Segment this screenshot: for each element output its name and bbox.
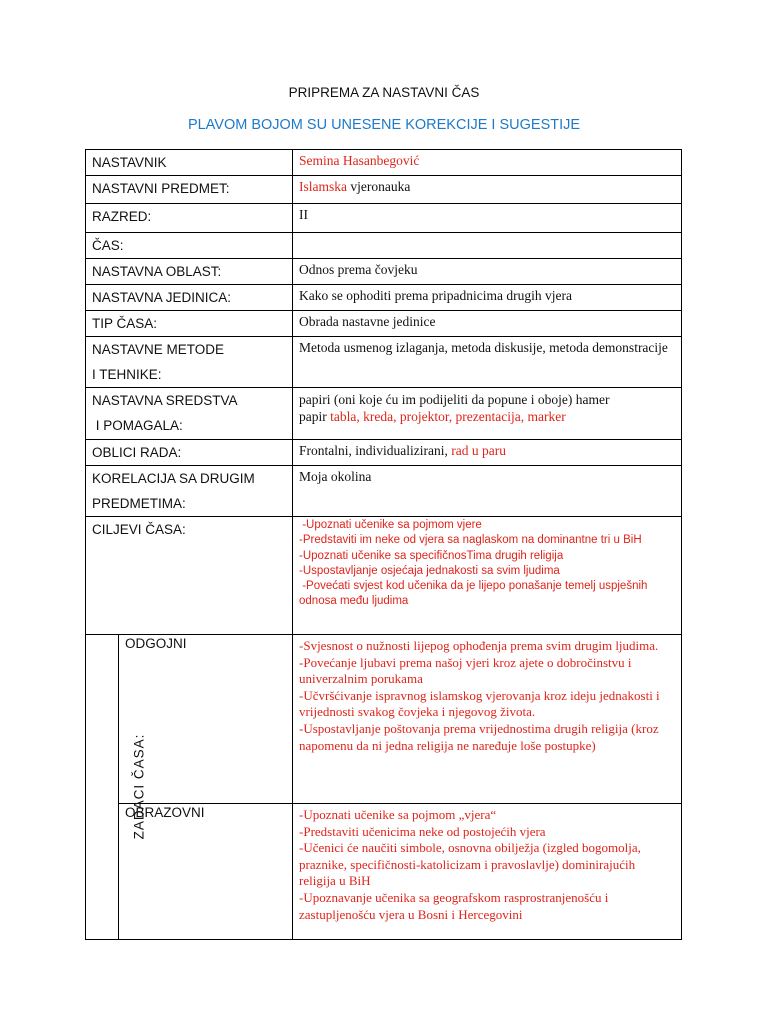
- row-label-predmet: NASTAVNI PREDMET:: [86, 176, 293, 204]
- row-label-jedinica: NASTAVNA JEDINICA:: [86, 285, 293, 311]
- table-row: [86, 440, 682, 466]
- ciljevi-item: -Upoznati učenike sa pojmom vjere: [299, 519, 482, 531]
- row-value-jedinica: Kako se ophoditi prema pripadnicima drugih vjera: [293, 285, 682, 311]
- sredstva-label-2: I POMAGALA:: [92, 418, 183, 433]
- predmet-rest: vjeronauka: [347, 179, 411, 194]
- row-value-ciljevi: [293, 517, 682, 635]
- row-value-nastavnik: Semina Hasanbegović: [293, 150, 682, 176]
- table-row: [86, 150, 682, 176]
- ciljevi-item: -Uspostavljanje osjećaja jednakosti sa svim ljudima: [299, 564, 560, 577]
- sredstva-value-red: tabla, kreda, projektor, prezentacija, marker: [330, 409, 566, 424]
- page-title: PRIPREMA ZA NASTAVNI ČAS: [288, 85, 480, 100]
- obrazovni-item: -Upoznati učenike sa pojmom „vjera“: [299, 807, 497, 822]
- row-label-razred: RAZRED:: [86, 204, 293, 233]
- table-row: [86, 466, 682, 517]
- row-label-oblast: NASTAVNA OBLAST:: [86, 259, 293, 285]
- odgojni-item: -Učvršćivanje ispravnog islamskog vjerovanja kroz ideju jednakosti i vrijednosti svakog čovjeka i njegovog života.: [299, 687, 660, 720]
- oblici-value: Frontalni, individualizirani,: [299, 443, 452, 458]
- row-label-metode: [86, 337, 293, 388]
- row-label-korelacija: [86, 466, 293, 517]
- obrazovni-value: [293, 804, 682, 940]
- page-subtitle: PLAVOM BOJOM SU UNESENE KOREKCIJE I SUGESTIJE: [187, 117, 581, 133]
- odgojni-label: ODGOJNI: [119, 635, 293, 804]
- table-row: [86, 337, 682, 388]
- table-row: [86, 285, 682, 311]
- row-label-cas: ČAS:: [86, 233, 293, 259]
- table-row: [86, 311, 682, 337]
- table-row: [86, 635, 682, 804]
- row-value-sredstva: [293, 388, 682, 440]
- table-row: [86, 388, 682, 440]
- obrazovni-label: OBRAZOVNI: [119, 804, 293, 940]
- korelacija-label-2: PREDMETIMA:: [92, 496, 186, 511]
- table-row: [86, 804, 682, 940]
- row-value-oblici: [293, 440, 682, 466]
- obrazovni-item: -Predstaviti učenicima neke od postojećih vjera: [299, 823, 546, 839]
- ciljevi-item: -Predstaviti im neke od vjera sa naglaskom na dominantne tri u BiH: [299, 534, 642, 547]
- sredstva-value-2: papir: [299, 409, 331, 424]
- obrazovni-item: -Upoznavanje učenika sa geografskom rasprostranjenošću i zastupljenošću vjera u Bosni i Hercegovini: [299, 889, 609, 922]
- odgojni-item: -Povećanje ljubavi prema našoj vjeri kroz ajete o dobročinstvu i univerzalnim porukama: [299, 654, 632, 687]
- row-label-ciljevi: CILJEVI ČASA:: [86, 517, 293, 635]
- obrazovni-item: -Učenici će naučiti simbole, osnovna obilježja (izgled bogomolja, praznike, specifičnosti-katolicizam i pravoslavlje) dominirajućih religija u BiH: [299, 840, 641, 889]
- ciljevi-item: -Upoznati učenike sa specifičnosTima drugih religija: [299, 549, 564, 562]
- row-label-nastavnik: NASTAVNIK: [86, 150, 293, 176]
- zadaci-label: ZADACI ČASA:: [131, 733, 147, 840]
- lesson-plan-table: [85, 149, 682, 940]
- row-value-tip: Obrada nastavne jedinice: [293, 311, 682, 337]
- table-row: [86, 176, 682, 204]
- table-row: [86, 259, 682, 285]
- predmet-red: Islamska: [299, 179, 348, 194]
- odgojni-item: -Uspostavljanje poštovanja prema vrijednostima drugih religija (kroz napomenu da ni jedna religija ne naređuje loše postupke): [299, 720, 659, 753]
- row-value-oblast: Odnos prema čovjeku: [293, 259, 682, 285]
- row-value-razred: II: [293, 204, 682, 233]
- row-label-sredstva: [86, 388, 293, 440]
- row-value-cas: [293, 233, 682, 259]
- table-row: [86, 517, 682, 635]
- sredstva-value-1: papiri (oni koje ću im podijeliti da popune i oboje) hamer: [299, 392, 610, 407]
- oblici-value-red: rad u paru: [451, 443, 506, 458]
- odgojni-value: [293, 635, 682, 804]
- row-value-korelacija: Moja okolina: [293, 466, 682, 517]
- sredstva-label-1: NASTAVNA SREDSTVA: [92, 393, 238, 408]
- table-row: [86, 204, 682, 233]
- metode-label-2: I TEHNIKE:: [92, 367, 162, 382]
- table-row: [86, 233, 682, 259]
- row-label-oblici: OBLICI RADA:: [86, 440, 293, 466]
- ciljevi-item: -Povećati svjest kod učenika da je lijepo ponašanje temelj uspješnih odnosa među ljudima: [299, 580, 651, 608]
- odgojni-item: -Svjesnost o nužnosti lijepog ophođenja prema svim drugim ljudima.: [299, 638, 659, 653]
- metode-label-1: NASTAVNE METODE: [92, 342, 225, 357]
- row-value-predmet: [293, 176, 682, 204]
- korelacija-label-1: KORELACIJA SA DRUGIM: [92, 471, 255, 486]
- row-value-metode: Metoda usmenog izlaganja, metoda diskusije, metoda demonstracije: [293, 337, 682, 388]
- zadaci-label-cell: [86, 635, 147, 940]
- row-label-tip: TIP ČASA:: [86, 311, 293, 337]
